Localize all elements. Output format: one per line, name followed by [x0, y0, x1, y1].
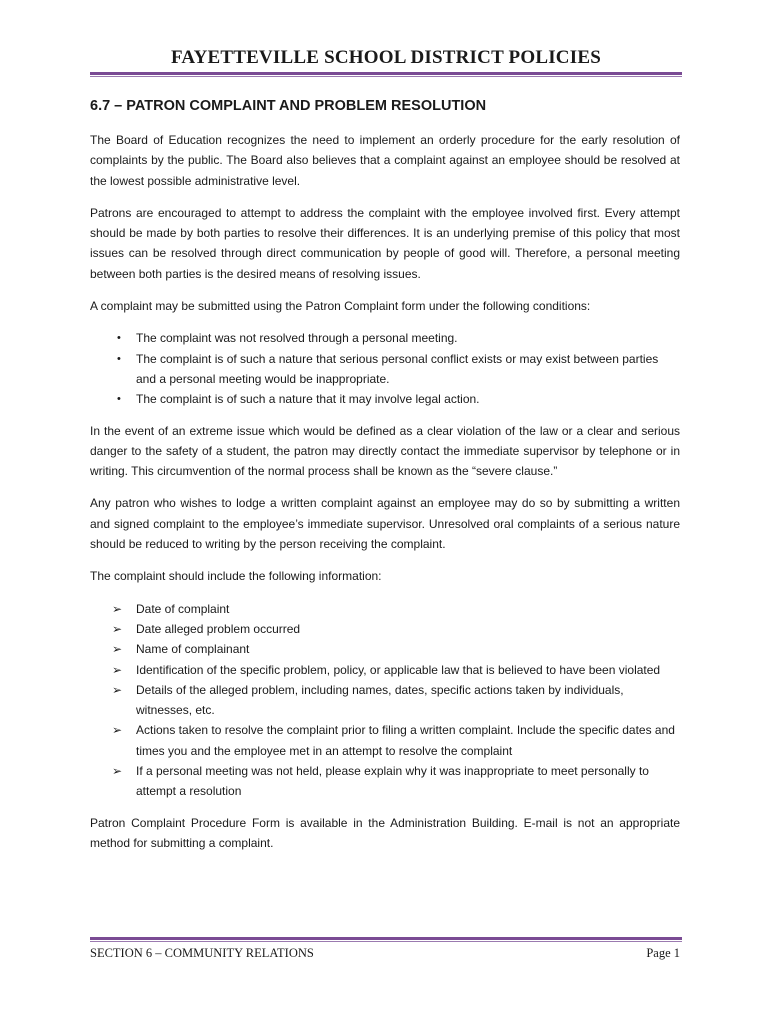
conditions-list: [90, 328, 680, 409]
section-heading: 6.7 – PATRON COMPLAINT AND PROBLEM RESOLUTION: [90, 98, 487, 114]
bullet-icon: •: [117, 352, 121, 365]
list-item-text: If a personal meeting was not held, please explain why it was inappropriate to meet personally to attempt a resolution: [136, 764, 649, 799]
list-item: [90, 328, 680, 348]
arrow-bullet-icon: ➢: [112, 723, 123, 738]
footer-divider: [90, 937, 682, 940]
arrow-bullet-icon: ➢: [112, 642, 123, 657]
list-item-text: Date alleged problem occurred: [136, 621, 301, 636]
list-item-text: Identification of the specific problem, policy, or applicable law that is believed to have been violated: [136, 662, 661, 677]
list-item: [90, 389, 680, 409]
required-info-list: [90, 599, 680, 802]
list-item: [90, 599, 680, 619]
policy-body: [90, 96, 680, 865]
paragraph-intro: The Board of Education recognizes the need to implement an orderly procedure for the early resolution of complaints by the public. The Board also believes that a complaint against an employee should be resolved at the lowest possible administrative level.: [90, 133, 680, 188]
arrow-bullet-icon: ➢: [112, 621, 123, 636]
list-item-text: Date of complaint: [136, 601, 230, 616]
list-item-text: The complaint is of such a nature that it may involve legal action.: [136, 392, 480, 407]
footer-divider-thin: [90, 941, 682, 942]
paragraph-written-complaint: Any patron who wishes to lodge a written complaint against an employee may do so by submitting a written and signed complaint to the employee’s immediate supervisor. Unresolved oral complaints of a serious nature should be reduced to writing by the person receiving the complaint.: [90, 496, 680, 552]
paragraph-conditions-lead: A complaint may be submitted using the Patron Complaint form under the following conditions:: [90, 299, 591, 314]
list-item: [90, 639, 680, 659]
list-item-text: Name of complainant: [136, 642, 250, 657]
document-header: [90, 46, 682, 70]
list-item: [90, 619, 680, 639]
arrow-bullet-icon: ➢: [112, 662, 123, 677]
paragraph-form-availability: Patron Complaint Procedure Form is available in the Administration Building. E-mail is not an appropriate method for submitting a complaint.: [90, 815, 680, 850]
paragraph-severe-clause: In the event of an extreme issue which would be defined as a clear violation of the law or a clear and serious danger to the safety of a student, the patron may directly contact the immediate supervisor by telephone or in writing. This circumvention of the normal process shall be known as the “severe clause.”: [90, 423, 680, 479]
arrow-bullet-icon: ➢: [112, 764, 123, 779]
bullet-icon: •: [117, 393, 121, 406]
list-item: [90, 680, 680, 721]
list-item-text: Actions taken to resolve the complaint prior to filing a written complaint. Include the specific dates and times you and the employee met in an attempt to resolve the complaint: [136, 723, 675, 758]
list-item: [90, 720, 680, 761]
list-item: [90, 660, 680, 680]
bullet-icon: •: [117, 332, 121, 345]
paragraph-patrons: Patrons are encouraged to attempt to address the complaint with the employee involved first. Every attempt should be made by both parties to resolve their differences. It is an underlying premise of this policy that most issues can be resolved through direct communication by people of good will. Therefore, a personal meeting between both parties is the desired means of resolving issues.: [90, 205, 680, 281]
list-item: [90, 349, 680, 390]
arrow-bullet-icon: ➢: [112, 682, 123, 697]
header-divider: [90, 72, 682, 75]
footer-section-label: SECTION 6 – COMMUNITY RELATIONS: [90, 946, 314, 960]
list-item-text: The complaint was not resolved through a personal meeting.: [136, 331, 458, 346]
header-divider-thin: [90, 76, 682, 77]
list-item-text: The complaint is of such a nature that serious personal conflict exists or may exist between parties and a personal meeting would be inappropriate.: [136, 351, 659, 386]
list-item-text: Details of the alleged problem, including names, dates, specific actions taken by individuals, witnesses, etc.: [136, 682, 624, 718]
paragraph-info-lead: The complaint should include the following information:: [90, 569, 382, 584]
arrow-bullet-icon: ➢: [112, 601, 123, 616]
list-item: [90, 761, 680, 802]
document-title: FAYETTEVILLE SCHOOL DISTRICT POLICIES: [171, 47, 601, 68]
footer-page-number: Page 1: [646, 946, 680, 960]
